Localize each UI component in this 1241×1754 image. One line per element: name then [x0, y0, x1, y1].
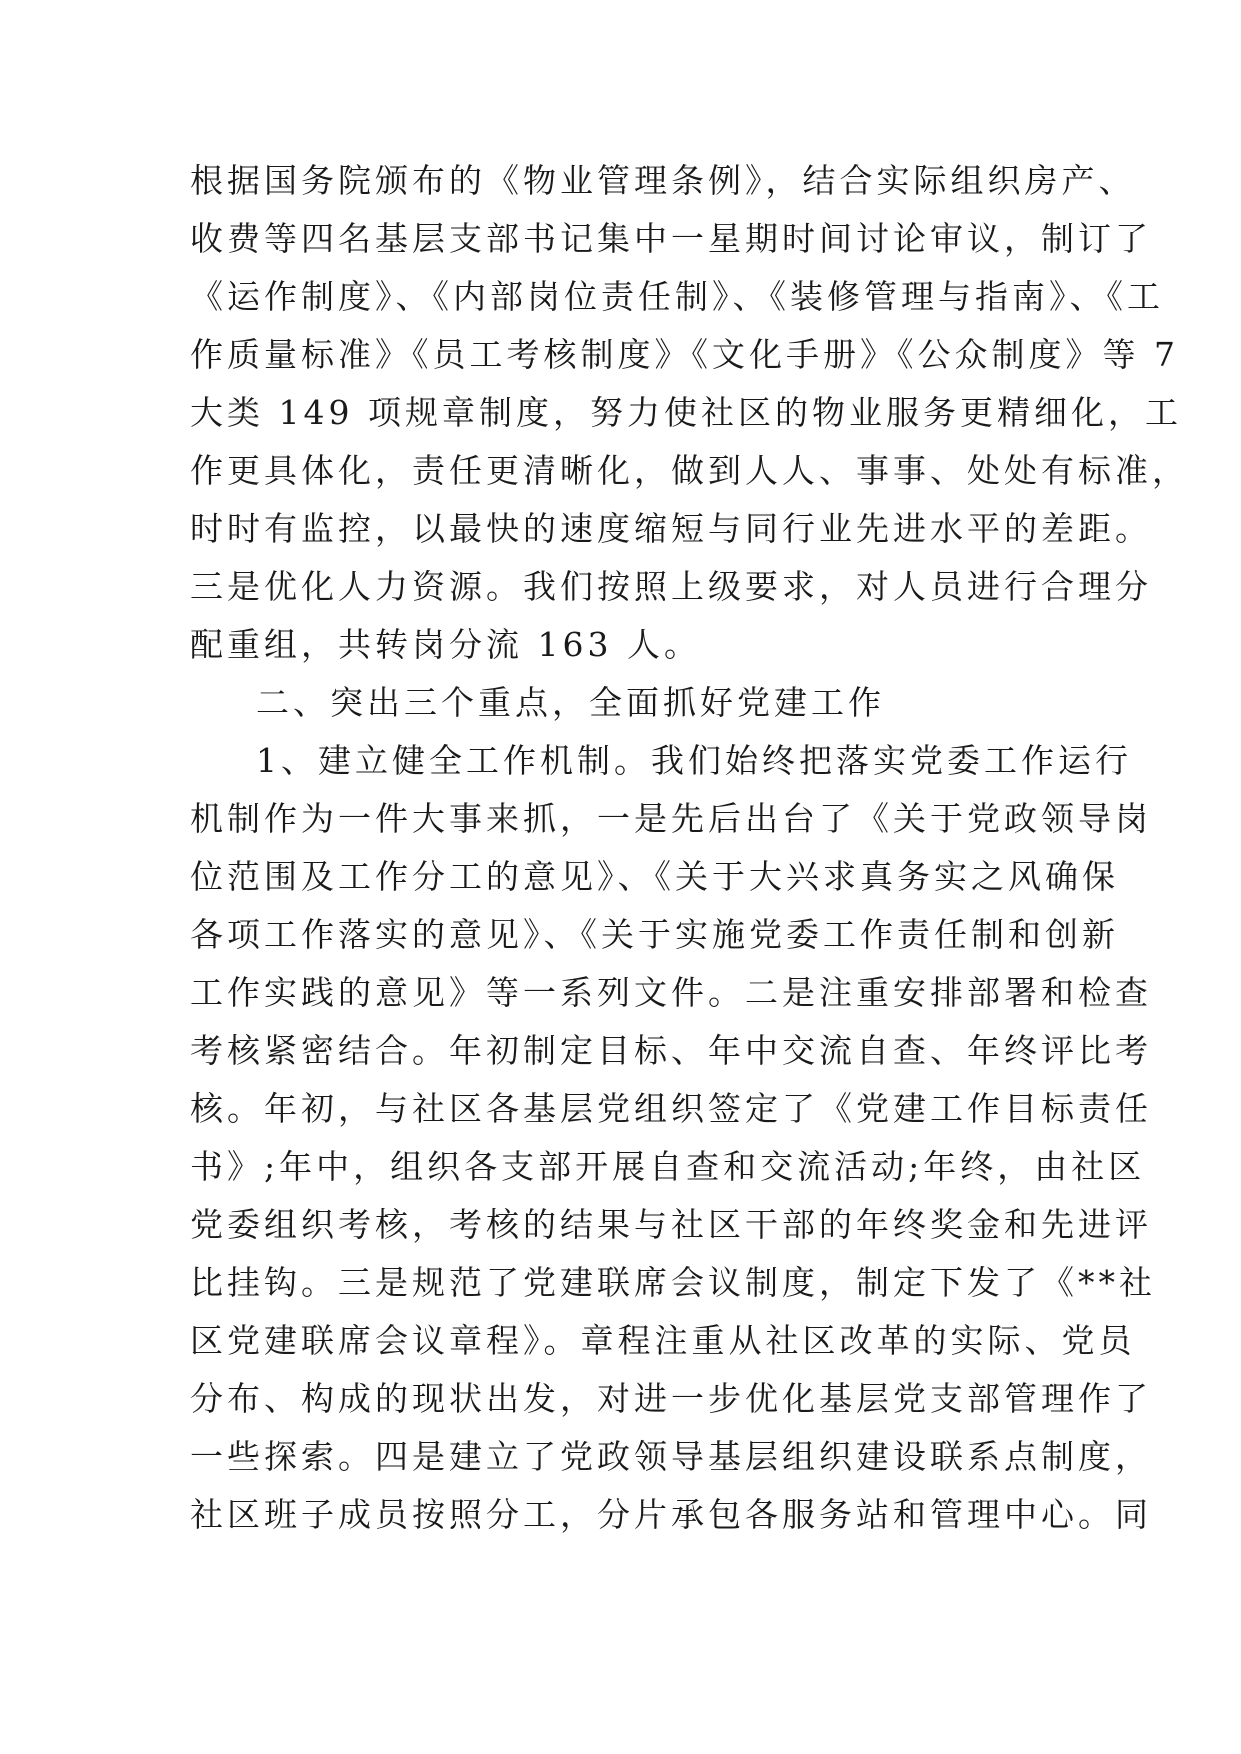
text-line: 作质量标准》《员工考核制度》《文化手册》《公众制度》等 7 — [190, 335, 1179, 374]
text-line: 社区班子成员按照分工，分片承包各服务站和管理中心。同 — [190, 1495, 1152, 1534]
text-line: 机制作为一件大事来抓，一是先后出台了《关于党政领导岗 — [190, 799, 1152, 838]
section-heading: 二、突出三个重点，全面抓好党建工作 — [256, 683, 885, 722]
text-line: 收费等四名基层支部书记集中一星期时间讨论审议，制订了 — [190, 219, 1152, 258]
text-line: 考核紧密结合。年初制定目标、年中交流自查、年终评比考 — [190, 1031, 1152, 1070]
text-line: 1、建立健全工作机制。我们始终把落实党委工作运行 — [256, 741, 1132, 780]
text-line: 核。年初，与社区各基层党组织签定了《党建工作目标责任 — [190, 1089, 1152, 1128]
text-line: 各项工作落实的意见》、《关于实施党委工作责任制和创新 — [190, 915, 1119, 954]
text-line: 作更具体化，责任更清晰化，做到人人、事事、处处有标准， — [190, 451, 1189, 490]
text-line: 党委组织考核，考核的结果与社区干部的年终奖金和先进评 — [190, 1205, 1152, 1244]
text-line: 位范围及工作分工的意见》、《关于大兴求真务实之风确保 — [190, 857, 1119, 896]
text-line: 《运作制度》、《内部岗位责任制》、《装修管理与指南》、《工 — [190, 277, 1164, 316]
text-line: 根据国务院颁布的《物业管理条例》，结合实际组织房产、 — [190, 161, 1136, 200]
text-line: 三是优化人力资源。我们按照上级要求，对人员进行合理分 — [190, 567, 1152, 606]
text-line: 一些探索。四是建立了党政领导基层组织建设联系点制度， — [190, 1437, 1152, 1476]
body-text — [190, 152, 1189, 1544]
text-line: 比挂钩。三是规范了党建联席会议制度，制定下发了《**社 — [190, 1263, 1156, 1302]
text-line: 工作实践的意见》等一系列文件。二是注重安排部署和检查 — [190, 973, 1152, 1012]
text-line: 书》;年中，组织各支部开展自查和交流活动;年终，由社区 — [190, 1147, 1146, 1186]
text-line: 区党建联席会议章程》。章程注重从社区改革的实际、党员 — [190, 1321, 1136, 1360]
text-line: 配重组，共转岗分流 163 人。 — [190, 625, 701, 664]
text-line: 大类 149 项规章制度，努力使社区的物业服务更精细化，工 — [190, 393, 1182, 432]
text-line: 时时有监控，以最快的速度缩短与同行业先进水平的差距。 — [190, 509, 1152, 548]
text-line: 分布、构成的现状出发，对进一步优化基层党支部管理作了 — [190, 1379, 1152, 1418]
